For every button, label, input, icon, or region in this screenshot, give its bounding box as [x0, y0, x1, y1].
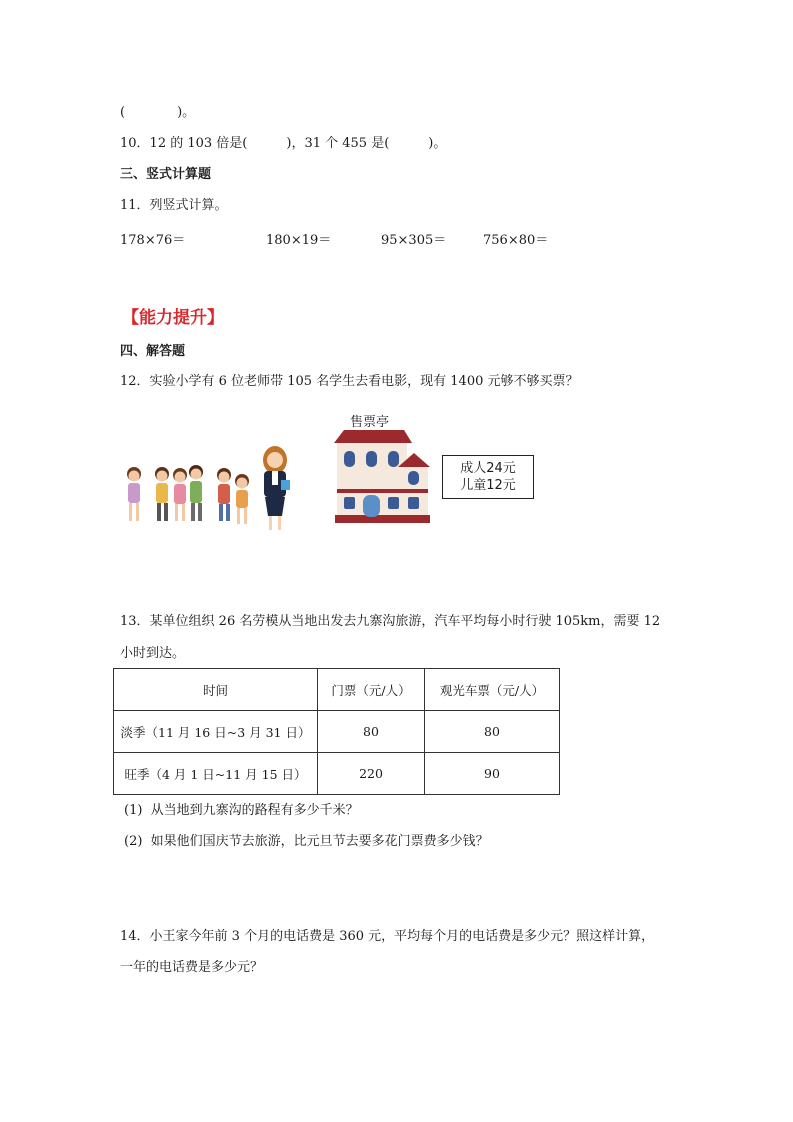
table-header-row	[114, 669, 560, 711]
table-row	[114, 711, 560, 753]
ticket-booth-label: 售票亭	[350, 415, 390, 430]
question-13-line-2: 小时到达。	[120, 646, 186, 661]
question-13-sub-2: (2) 如果他们国庆节去旅游，比元旦节去要多花门票费多少钱？	[124, 834, 489, 849]
table-cell: 80	[425, 711, 560, 753]
table-cell: 淡季（11 月 16 日~3 月 31 日）	[114, 711, 318, 753]
question-14-line-2: 一年的电话费是多少元？	[120, 960, 264, 975]
question-11: 11．列竖式计算。	[120, 198, 228, 213]
header-time: 时间	[114, 669, 318, 711]
ticket-price-box	[442, 455, 534, 499]
question-13-line-1: 13．某单位组织 26 名劳模从当地出发去九寨沟旅游，汽车平均每小时行驶 105km，需要 12	[120, 614, 661, 629]
ticket-fee-table	[113, 668, 560, 795]
ability-heading: 【能力提升】	[122, 308, 224, 328]
table-cell: 220	[318, 753, 425, 795]
calc-2: 180×19＝	[266, 233, 332, 248]
child-3	[173, 468, 187, 521]
adult-price: 成人24元	[460, 461, 516, 476]
q9-answer-blank: ( )。	[120, 105, 196, 120]
table-cell: 90	[425, 753, 560, 795]
table-row	[114, 753, 560, 795]
calc-4: 756×80＝	[483, 233, 549, 248]
section-4-title: 四、解答题	[120, 344, 186, 359]
child-5	[217, 468, 231, 521]
teacher	[263, 446, 290, 530]
child-4	[189, 465, 203, 521]
question-10: 10．12 的 103 倍是( )，31 个 455 是( )。	[120, 136, 447, 151]
header-entrance-ticket: 门票（元/人）	[318, 669, 425, 711]
children-teacher-illustration	[120, 438, 300, 538]
table-cell: 80	[318, 711, 425, 753]
question-12: 12．实验小学有 6 位老师带 105 名学生去看电影，现有 1400 元够不够买票？	[120, 374, 579, 389]
child-price: 儿童12元	[460, 478, 516, 493]
question-13-sub-1: (1) 从当地到九寨沟的路程有多少千米？	[124, 803, 359, 818]
header-sightseeing-bus: 观光车票（元/人）	[425, 669, 560, 711]
table-cell: 旺季（4 月 1 日~11 月 15 日）	[114, 753, 318, 795]
child-6	[235, 474, 249, 524]
ticket-booth-building	[332, 427, 430, 525]
child-1	[127, 467, 141, 521]
calc-3: 95×305＝	[381, 233, 447, 248]
calc-1: 178×76＝	[120, 233, 186, 248]
section-3-title: 三、竖式计算题	[120, 167, 212, 182]
question-14-line-1: 14．小王家今年前 3 个月的电话费是 360 元，平均每个月的电话费是多少元？照这样计算，	[120, 929, 655, 944]
child-2	[155, 467, 169, 521]
